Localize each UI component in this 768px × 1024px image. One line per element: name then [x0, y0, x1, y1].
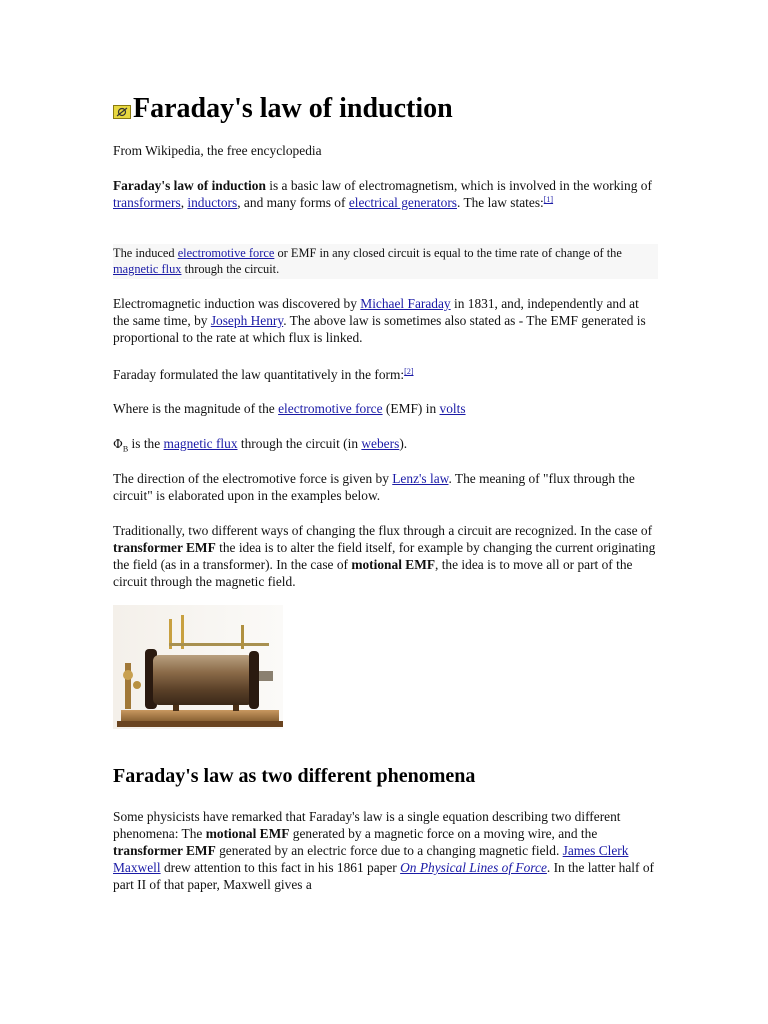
physicists-paragraph	[113, 808, 658, 893]
phi-text-3: ).	[399, 436, 408, 451]
map-icon	[113, 105, 131, 119]
traditionally-bold-1: transformer EMF	[113, 540, 216, 555]
intro-text-3: . The law states:	[456, 195, 544, 210]
traditionally-bold-2: motional EMF	[351, 557, 436, 572]
quote-text-2: or EMF in any closed circuit is equal to the time rate of change of the	[274, 246, 622, 260]
article-title-row	[113, 92, 453, 126]
link-electrical-generators[interactable]: electrical generators	[348, 195, 457, 210]
phi-symbol: Φ	[113, 437, 123, 451]
link-on-physical-lines-of-force[interactable]: On Physical Lines of Force	[400, 860, 547, 875]
link-magnetic-flux[interactable]: magnetic flux	[163, 436, 238, 451]
traditionally-text-3: , the idea is to move all or part of the circuit through the magnetic field.	[113, 557, 633, 589]
reference-1-link[interactable]: [1]	[543, 195, 554, 204]
phi-text-1: is the	[128, 436, 164, 451]
formulated-text: Faraday formulated the law quantitatively in the form:	[113, 367, 405, 382]
link-michael-faraday[interactable]: Michael Faraday	[360, 296, 451, 311]
intro-text-1: is a basic law of electromagnetism, which is involved in the working of	[265, 178, 652, 193]
physicists-text-1: Some physicists have remarked that Faraday's law is a single equation describing two different phenomena: The	[113, 809, 621, 841]
intro-text-2: , and many forms of	[237, 195, 349, 210]
where-paragraph	[113, 400, 658, 417]
physicists-text-2: generated by a magnetic force on a moving wire, and the	[289, 826, 598, 841]
discovery-text-2: in 1831, and, independently and at the same time, by	[113, 296, 639, 328]
physicists-bold-1: motional EMF	[205, 826, 290, 841]
phi-paragraph	[113, 435, 658, 458]
traditionally-paragraph	[113, 522, 658, 590]
reference-2-link[interactable]: [2]	[404, 367, 414, 376]
link-magnetic-flux-quote[interactable]: magnetic flux	[113, 262, 182, 276]
link-james-clerk-maxwell[interactable]: James Clerk Maxwell	[113, 843, 629, 875]
law-quote	[113, 244, 658, 279]
link-electromotive-force-quote[interactable]: electromotive force	[177, 246, 275, 260]
link-joseph-henry[interactable]: Joseph Henry	[210, 313, 284, 328]
direction-text-1: The direction of the electromotive force is given by	[113, 471, 393, 486]
traditionally-text-1: Traditionally, two different ways of changing the flux through a circuit are recognized. In the case of	[113, 523, 653, 538]
discovery-text-1: Electromagnetic induction was discovered by	[113, 296, 361, 311]
link-transformers[interactable]: transformers	[113, 195, 181, 210]
intro-bold-term: Faraday's law of induction	[113, 178, 266, 193]
page-title: Faraday's law of induction	[133, 93, 453, 124]
where-text-2: (EMF) in	[382, 401, 440, 416]
direction-paragraph	[113, 470, 658, 504]
formulated-paragraph	[113, 366, 658, 383]
intro-sep-1: ,	[180, 195, 188, 210]
link-inductors[interactable]: inductors	[187, 195, 238, 210]
link-lenzs-law[interactable]: Lenz's law	[392, 471, 449, 486]
induction-coil-photo	[113, 605, 283, 729]
physicists-text-4: drew attention to this fact in his 1861 paper	[160, 860, 401, 875]
physicists-bold-2: transformer EMF	[113, 843, 216, 858]
quote-text-3: through the circuit.	[181, 262, 280, 276]
article-subtitle: From Wikipedia, the free encyclopedia	[113, 143, 322, 158]
phi-subscript: B	[122, 444, 129, 454]
where-text-1: Where is the magnitude of the	[113, 401, 279, 416]
physicists-text-3: generated by an electric force due to a changing magnetic field.	[215, 843, 563, 858]
discovery-text-3: . The above law is sometimes also stated as - The EMF generated is proportional to the rate at which flux is linked.	[113, 313, 646, 345]
phi-text-2: through the circuit (in	[237, 436, 362, 451]
discovery-paragraph	[113, 295, 658, 346]
direction-text-2: . The meaning of "flux through the circuit" is elaborated upon in the examples below.	[113, 471, 635, 503]
link-electromotive-force[interactable]: electromotive force	[278, 401, 383, 416]
quote-text-1: The induced	[113, 246, 178, 260]
traditionally-text-2: the idea is to alter the field itself, for example by changing the current originating the field (as in a transformer). In the case of	[113, 540, 656, 572]
physicists-text-5: . In the latter half of part II of that paper, Maxwell gives a	[113, 860, 654, 892]
intro-paragraph	[113, 177, 658, 211]
section-heading: Faraday's law as two different phenomena	[113, 765, 476, 787]
link-webers[interactable]: webers	[361, 436, 400, 451]
link-volts[interactable]: volts	[439, 401, 466, 416]
